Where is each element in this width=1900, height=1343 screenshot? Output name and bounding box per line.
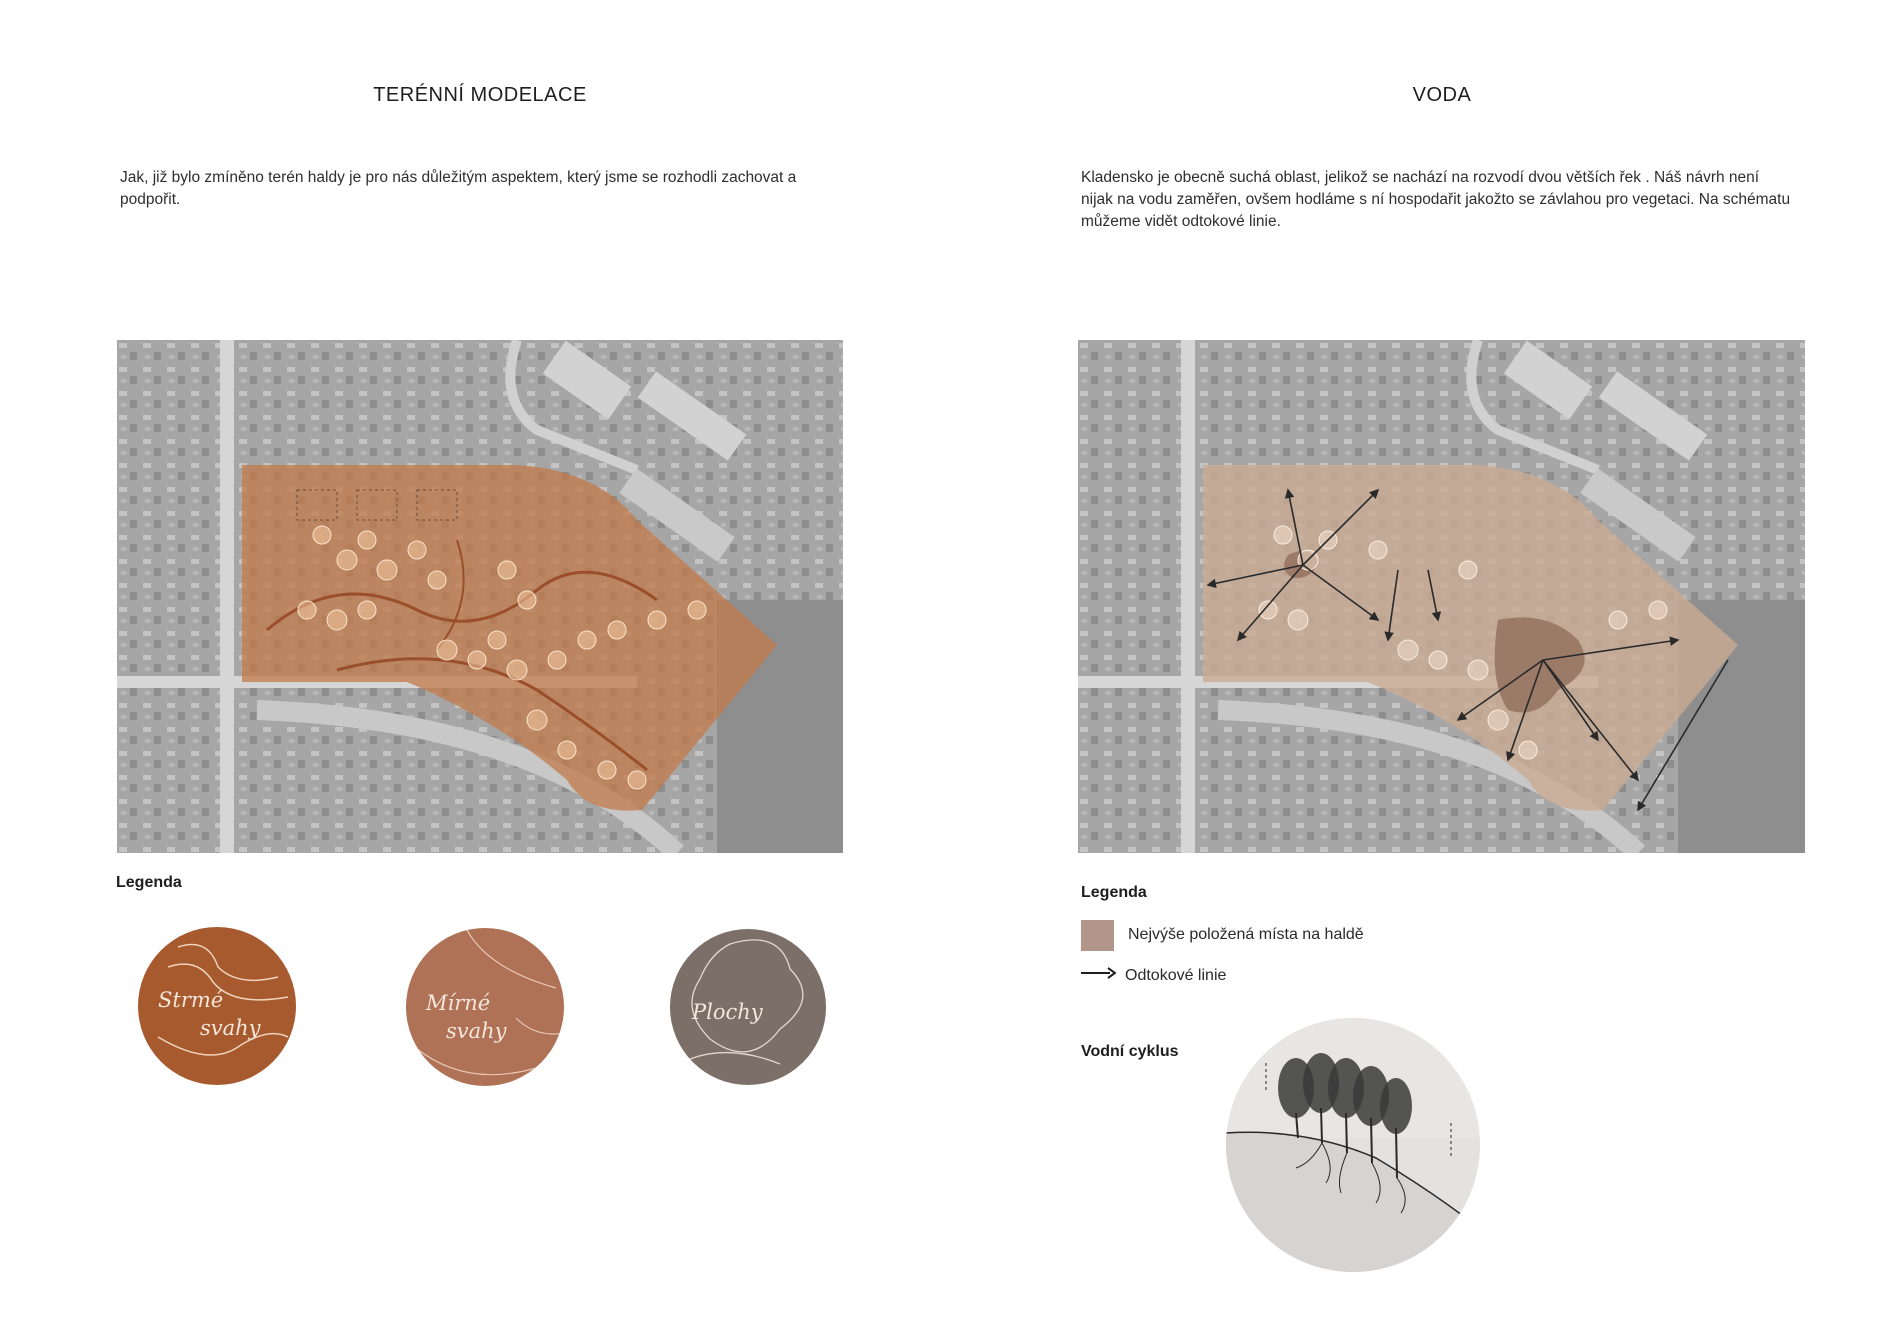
right-title: VODA: [1412, 84, 1472, 106]
steep-slopes-swatch: [138, 927, 296, 1085]
water-cycle-title: Vodní cyklus: [1081, 1043, 1179, 1060]
water-map: [1078, 340, 1805, 853]
flats-swatch: [670, 929, 826, 1085]
steep-slopes-pattern: [138, 927, 296, 1085]
terrain-map: [117, 340, 843, 853]
right-description: Kladensko je obecně suchá oblast, jelikož se nachází na rozvodí dvou větších řek . Náš návrh není nijak na vodu zaměřen, ovšem hodláme s ní hospodařit jakožto se závlahou pro vegetaci. Na schématu můžeme vidět odtokové linie.: [1081, 169, 1791, 230]
gentle-slopes-swatch: [406, 928, 564, 1086]
terrain-map-image: [117, 340, 843, 853]
peak-legend-label: Nejvýše položená místa na haldě: [1128, 926, 1364, 943]
arrow-right-icon: [1080, 966, 1116, 978]
water-cycle-illustration: [1226, 1018, 1480, 1272]
peak-swatch: [1081, 920, 1114, 951]
gentle-slopes-label-2: svahy: [446, 1019, 507, 1043]
right-legend-title: Legenda: [1081, 884, 1147, 901]
gentle-slopes-label-1: Mírné: [426, 991, 491, 1015]
steep-slopes-label-1: Strmé: [158, 988, 224, 1012]
left-description: Jak, již bylo zmíněno terén haldy je pro nás důležitým aspektem, který jsme se rozhodli zachovat a podpořit.: [120, 169, 797, 208]
water-map-image: [1078, 340, 1805, 853]
flats-pattern: [670, 929, 826, 1085]
gentle-slopes-pattern: [406, 928, 564, 1086]
flats-label: Plochy: [692, 1000, 763, 1024]
runoff-legend-label: Odtokové linie: [1125, 967, 1227, 984]
left-title: TERÉNNÍ MODELACE: [373, 84, 587, 106]
water-cycle-drawing: [1226, 1018, 1480, 1272]
left-legend-title: Legenda: [116, 874, 182, 891]
steep-slopes-label-2: svahy: [200, 1016, 261, 1040]
